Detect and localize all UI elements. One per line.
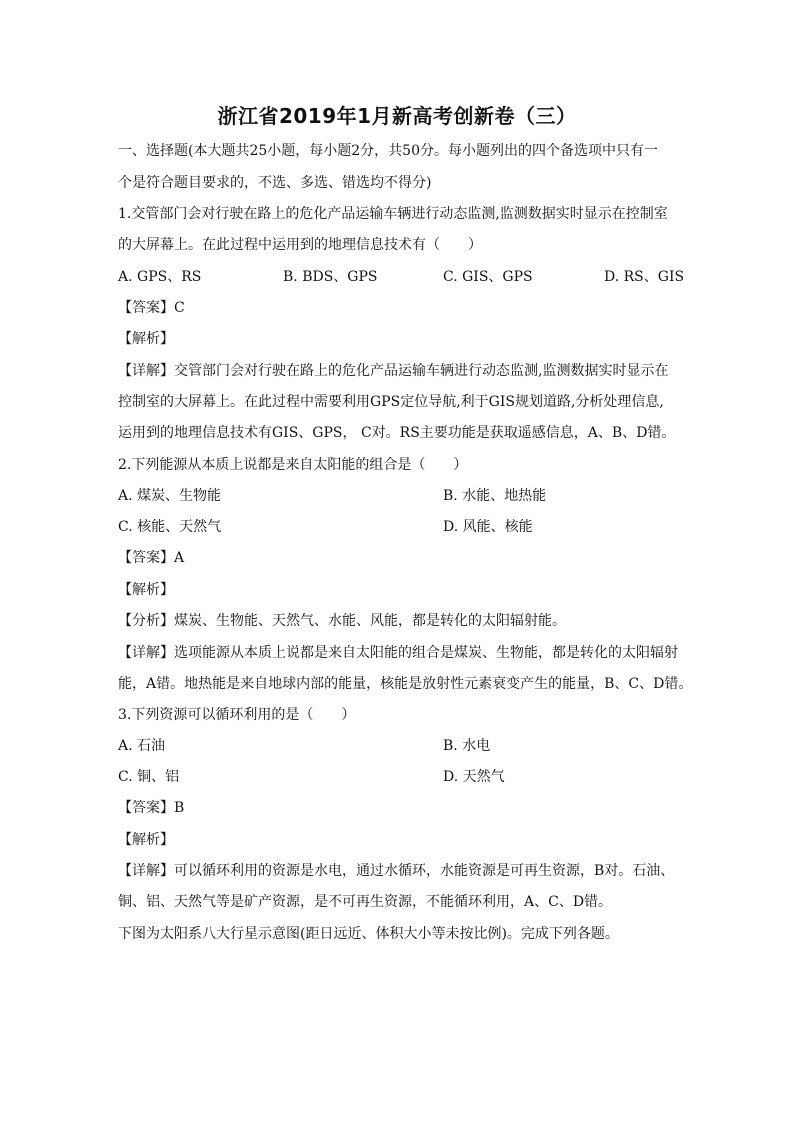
q1-option-b: B. BDS、GPS	[283, 269, 378, 285]
q3-option-d: D. 天然气	[443, 769, 505, 785]
q3-detail-line-1: 【详解】可以循环利用的资源是水电，通过水循环，水能资源是可再生资源，B对。石油、	[118, 863, 675, 879]
q1-option-c: C. GIS、GPS	[443, 269, 533, 285]
q3-answer: 【答案】B	[118, 800, 185, 816]
q3-detail-line-2: 铜、铝、天然气等是矿产资源，是不可再生资源，不能循环利用，A、C、D错。	[118, 894, 613, 910]
q1-analysis-label: 【解析】	[118, 331, 174, 347]
q3-option-b: B. 水电	[443, 738, 491, 754]
section-heading-line-2: 个是符合题目要求的，不选、多选、错选均不得分)	[118, 175, 432, 191]
q1-detail-line-2: 控制室的大屏幕上。在此过程中需要利用GPS定位导航,利于GIS规划道路,分析处理信息,	[118, 394, 664, 410]
q2-stem: 2.下列能源从本质上说都是来自太阳能的组合是（ ）	[118, 457, 468, 473]
q1-option-a: A. GPS、RS	[118, 269, 202, 285]
q3-option-a: A. 石油	[118, 738, 166, 754]
q2-option-a: A. 煤炭、生物能	[118, 488, 222, 504]
q1-option-d: D. RS、GIS	[604, 269, 685, 285]
paper-title: 浙江省2019年1月新高考创新卷（三）	[217, 104, 577, 128]
q2-detail-line-2: 能，A错。地热能是来自地球内部的能量，核能是放射性元素衰变产生的能量，B、C、D错。	[118, 676, 693, 692]
q2-option-c: C. 核能、天然气	[118, 519, 222, 535]
q2-detail-line-1: 【详解】选项能源从本质上说都是来自太阳能的组合是煤炭、生物能，都是转化的太阳辐射	[118, 645, 678, 661]
q2-answer: 【答案】A	[118, 550, 185, 566]
section-heading-line-1: 一、选择题(本大题共25小题，每小题2分，共50分。每小题列出的四个备选项中只有一	[118, 143, 658, 159]
q1-stem-line-1: 1.交管部门会对行驶在路上的危化产品运输车辆进行动态监测,监测数据实时显示在控制室	[118, 206, 668, 222]
q1-stem-line-2: 的大屏幕上。在此过程中运用到的地理信息技术有（ ）	[118, 237, 482, 253]
q2-analysis-label: 【解析】	[118, 582, 174, 598]
q1-answer: 【答案】C	[118, 300, 185, 316]
figure-intro: 下图为太阳系八大行星示意图(距日远近、体积大小等未按比例)。完成下列各题。	[118, 926, 619, 942]
q1-detail-line-3: 运用到的地理信息技术有GIS、GPS， C对。RS主要功能是获取遥感信息，A、B、D错。	[118, 425, 676, 441]
q2-option-b: B. 水能、地热能	[443, 488, 547, 504]
q1-detail-line-1: 【详解】交管部门会对行驶在路上的危化产品运输车辆进行动态监测,监测数据实时显示在	[118, 363, 669, 379]
q3-option-c: C. 铜、铝	[118, 769, 180, 785]
q2-fenxi: 【分析】煤炭、生物能、天然气、水能、风能，都是转化的太阳辐射能。	[118, 613, 566, 629]
q2-option-d: D. 风能、核能	[443, 519, 533, 535]
q3-analysis-label: 【解析】	[118, 832, 174, 848]
q3-stem: 3.下列资源可以循环利用的是（ ）	[118, 707, 356, 723]
